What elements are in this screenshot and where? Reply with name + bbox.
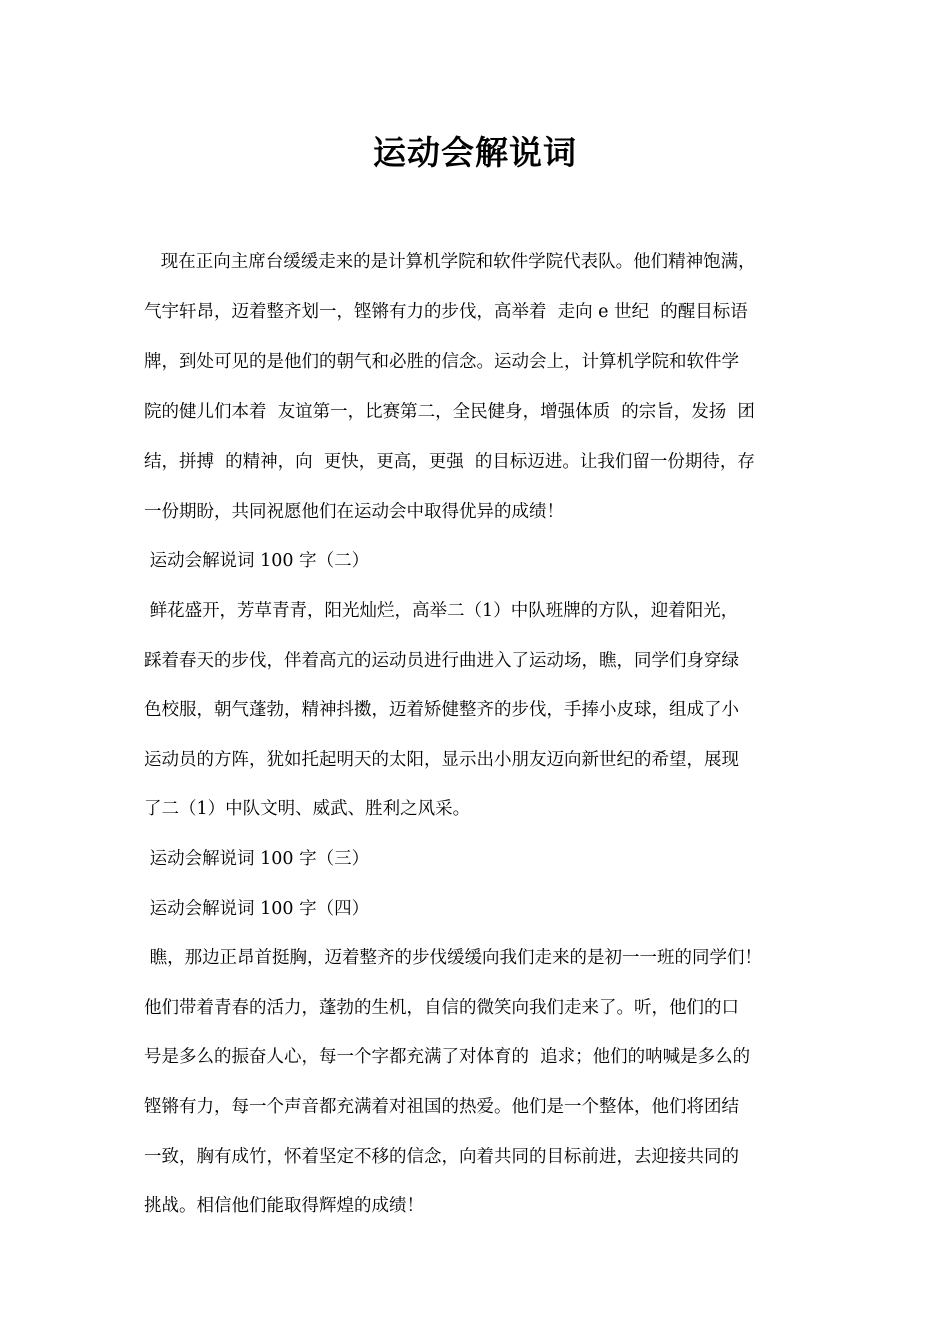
paragraph-line: 一致，胸有成竹，怀着坚定不移的信念，向着共同的目标前进，去迎接共同的 <box>144 1147 739 1167</box>
section-heading: 运动会解说词 100 字（二） <box>144 551 370 571</box>
paragraph-line: 挑战。相信他们能取得辉煌的成绩！ <box>144 1196 424 1216</box>
paragraph-line: 现在正向主席台缓缓走来的是计算机学院和软件学院代表队。他们精神饱满， <box>144 252 756 272</box>
paragraph-line: 瞧，那边正昂首挺胸，迈着整齐的步伐缓缓向我们走来的是初一一班的同学们！ <box>144 948 763 968</box>
paragraph-line: 一份期盼，共同祝愿他们在运动会中取得优异的成绩！ <box>144 502 564 522</box>
paragraph-line: 他们带着青春的活力，蓬勃的生机，自信的微笑向我们走来了。听，他们的口 <box>144 998 739 1018</box>
paragraph-line: 牌，到处可见的是他们的朝气和必胜的信念。运动会上，计算机学院和软件学 <box>144 352 739 372</box>
paragraph-line: 铿锵有力，每一个声音都充满着对祖国的热爱。他们是一个整体，他们将团结 <box>144 1097 739 1117</box>
paragraph-line: 了二（1）中队文明、威武、胜利之风采。 <box>144 799 471 819</box>
document-title: 运动会解说词 <box>373 133 577 172</box>
paragraph-line: 色校服，朝气蓬勃，精神抖擞，迈着矫健整齐的步伐，手捧小皮球，组成了小 <box>144 700 739 720</box>
paragraph-line: 气宇轩昂，迈着整齐划一，铿锵有力的步伐，高举着 走向 e 世纪 的醒目标语 <box>144 302 748 322</box>
paragraph-line: 号是多么的振奋人心，每一个字都充满了对体育的 追求；他们的呐喊是多么的 <box>144 1047 751 1067</box>
paragraph-line: 运动员的方阵，犹如托起明天的太阳，显示出小朋友迈向新世纪的希望，展现 <box>144 750 739 770</box>
section-heading: 运动会解说词 100 字（三） <box>144 849 370 869</box>
paragraph-line: 鲜花盛开，芳草青青，阳光灿烂，高举二（1）中队班牌的方队，迎着阳光， <box>144 601 739 621</box>
paragraph-line: 院的健儿们本着 友谊第一，比赛第二，全民健身，增强体质 的宗旨，发扬 团 <box>144 402 755 422</box>
section-heading: 运动会解说词 100 字（四） <box>144 899 370 919</box>
paragraph-line: 结，拼搏 的精神，向 更快，更高，更强 的目标迈进。让我们留一份期待，存 <box>144 452 755 472</box>
paragraph-line: 踩着春天的步伐，伴着高亢的运动员进行曲进入了运动场，瞧，同学们身穿绿 <box>144 651 739 671</box>
